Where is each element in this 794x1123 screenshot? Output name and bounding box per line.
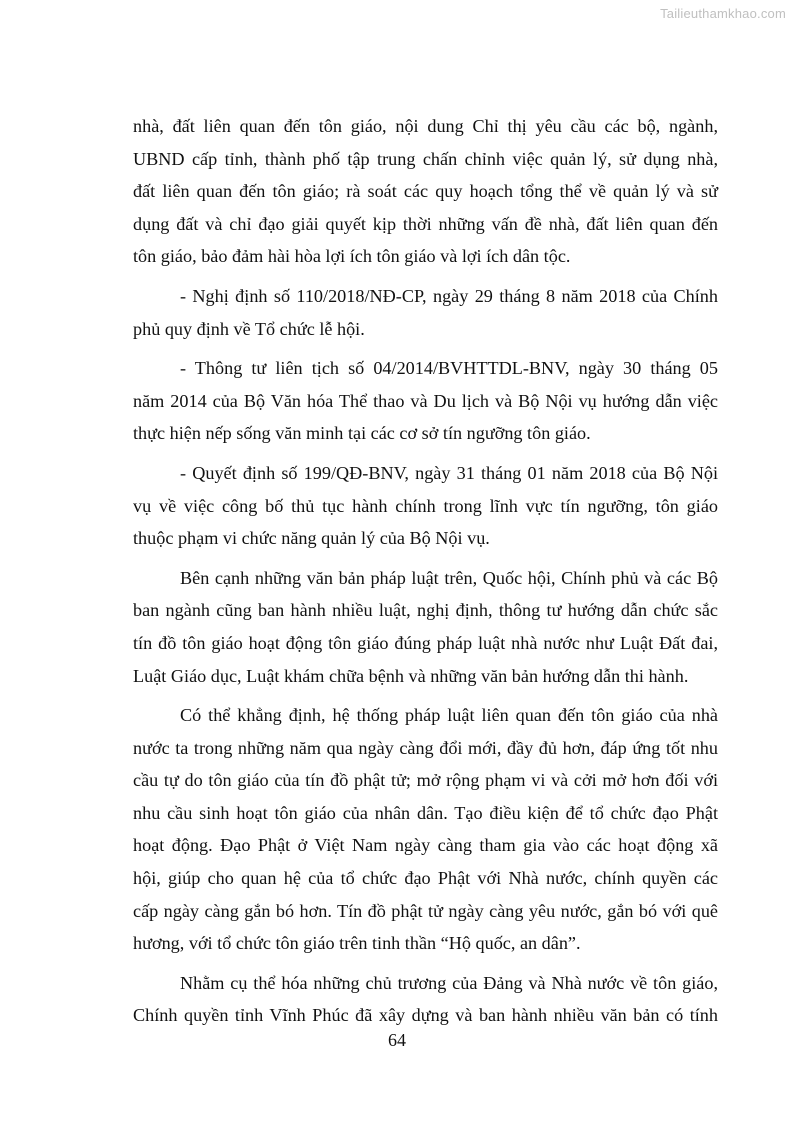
- text-line: Nhằm cụ thể hóa những chủ trương của Đảng và Nhà nước về tôn giáo,: [180, 972, 718, 993]
- text-line: Bên cạnh những văn bản pháp luật trên, Quốc hội, Chính phủ và các Bộ: [180, 567, 718, 588]
- text-line: năm 2014 của Bộ Văn hóa Thể thao và Du lịch và Bộ Nội vụ hướng dẫn việc: [133, 390, 718, 411]
- text-line: hội, giúp cho quan hệ của tổ chức đạo Phật với Nhà nước, chính quyền các: [133, 868, 718, 889]
- text-line: tôn giáo, bảo đảm hài hòa lợi ích tôn giáo và lợi ích dân tộc.: [133, 246, 571, 267]
- text-line: thực hiện nếp sống văn minh tại các cơ sở tín ngưỡng tôn giáo.: [133, 423, 591, 444]
- text-line: Có thể khẳng định, hệ thống pháp luật liên quan đến tôn giáo của nhà: [180, 705, 718, 726]
- text-line: Chính quyền tỉnh Vĩnh Phúc đã xây dựng và ban hành nhiều văn bản có tính: [133, 1005, 718, 1026]
- text-line: cấp ngày càng gắn bó hơn. Tín đồ phật tử ngày càng yêu nước, gắn bó với quê: [133, 900, 718, 921]
- text-line: đất liên quan đến tôn giáo; rà soát các quy hoạch tổng thể về quản lý và sử: [133, 181, 718, 202]
- text-line: - Thông tư liên tịch số 04/2014/BVHTTDL-BNV, ngày 30 tháng 05: [180, 358, 718, 379]
- text-line: dụng đất và chỉ đạo giải quyết kịp thời những vấn đề nhà, đất liên quan đến: [133, 213, 718, 234]
- text-line: hương, với tổ chức tôn giáo trên tinh thần “Hộ quốc, an dân”.: [133, 933, 581, 954]
- paragraph: [133, 280, 718, 345]
- text-line: nhà, đất liên quan đến tôn giáo, nội dung Chỉ thị yêu cầu các bộ, ngành,: [133, 116, 718, 136]
- document-body: [133, 110, 718, 1039]
- paragraph: [133, 352, 718, 450]
- watermark: Tailieuthamkhao.com: [660, 6, 786, 21]
- text-line: tín đồ tôn giáo hoạt động tôn giáo đúng pháp luật nhà nước như Luật Đất đai,: [133, 632, 718, 653]
- text-line: - Quyết định số 199/QĐ-BNV, ngày 31 tháng 01 năm 2018 của Bộ Nội: [180, 462, 718, 483]
- paragraph: [133, 457, 718, 555]
- text-line: vụ về việc công bố thủ tục hành chính trong lĩnh vực tín ngưỡng, tôn giáo: [133, 495, 718, 516]
- text-line: nước ta trong những năm qua ngày càng đổi mới, đầy đủ hơn, đáp ứng tốt nhu: [133, 737, 718, 758]
- paragraph: [133, 562, 718, 692]
- text-line: phủ quy định về Tổ chức lễ hội.: [133, 318, 365, 339]
- text-line: hoạt động. Đạo Phật ở Việt Nam ngày càng tham gia vào các hoạt động xã: [133, 835, 718, 856]
- text-line: UBND cấp tỉnh, thành phố tập trung chấn chỉnh việc quản lý, sử dụng nhà,: [133, 148, 718, 169]
- text-line: - Nghị định số 110/2018/NĐ-CP, ngày 29 tháng 8 năm 2018 của Chính: [180, 285, 718, 306]
- text-line: thuộc phạm vi chức năng quản lý của Bộ Nội vụ.: [133, 528, 490, 549]
- paragraph: [133, 967, 718, 1032]
- text-line: cầu tự do tôn giáo của tín đồ phật tử; mở rộng phạm vi và cởi mở hơn đối với: [133, 770, 718, 791]
- paragraph: [133, 110, 718, 273]
- text-line: nhu cầu sinh hoạt tôn giáo của nhân dân. Tạo điều kiện để tổ chức đạo Phật: [133, 802, 718, 823]
- text-line: ban ngành cũng ban hành nhiều luật, nghị định, thông tư hướng dẫn chức sắc: [133, 600, 718, 621]
- page-number: 64: [388, 1030, 406, 1050]
- paragraph: [133, 699, 718, 960]
- text-line: Luật Giáo dục, Luật khám chữa bệnh và những văn bản hướng dẫn thi hành.: [133, 665, 689, 686]
